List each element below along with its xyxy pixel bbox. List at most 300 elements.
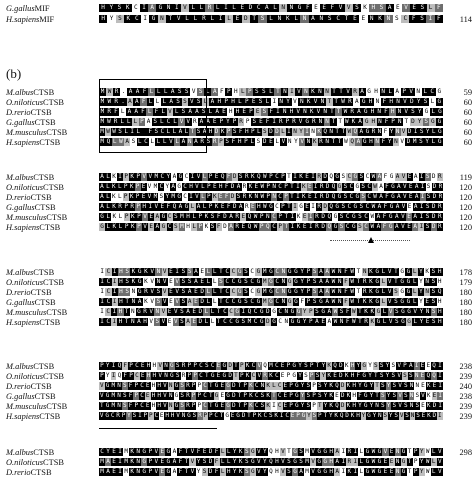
residue: S [236, 193, 241, 200]
residue: G [355, 183, 360, 190]
residue: V [162, 298, 167, 305]
residue-count: 119 [459, 173, 472, 182]
residue: F [382, 98, 387, 105]
residue: T [394, 278, 398, 285]
residue: F [238, 128, 243, 135]
residue: F [178, 468, 183, 475]
residue: C [154, 412, 159, 419]
residue: V [345, 4, 353, 12]
residue: V [297, 88, 301, 95]
residue: K [302, 183, 306, 190]
residue: D [246, 4, 254, 12]
residue: H [99, 4, 107, 12]
residue-count: 120 [459, 183, 472, 192]
residue: S [377, 4, 385, 12]
residue: S [202, 468, 207, 475]
residue: S [175, 372, 180, 379]
residue: A [178, 128, 183, 135]
residue: E [394, 4, 402, 12]
residue: Q [426, 372, 431, 379]
residue: N [131, 298, 136, 305]
residue: F [344, 298, 348, 305]
residue: W [107, 118, 111, 125]
residue: E [283, 402, 288, 409]
residue: K [238, 458, 243, 465]
residue: P [136, 173, 141, 180]
residue: L [166, 128, 171, 135]
residue: P [284, 183, 288, 190]
residue: L [225, 15, 233, 23]
residue: Y [419, 308, 424, 315]
residue: E [425, 298, 429, 305]
residue: E [194, 288, 198, 295]
residue: V [402, 183, 407, 190]
residue: . [121, 88, 126, 95]
residue: E [167, 308, 172, 315]
residue: G [355, 193, 360, 200]
residue: P [312, 392, 316, 399]
residue: F [226, 203, 231, 210]
residue: V [257, 362, 262, 369]
residue: D [339, 372, 343, 379]
residue: H [208, 128, 213, 135]
residue: M [262, 268, 267, 275]
residue: D [228, 362, 232, 369]
residue: S [425, 223, 430, 230]
residue: G [294, 268, 298, 275]
residue: S [205, 362, 209, 369]
residue: C [275, 173, 279, 180]
residue: L [265, 98, 270, 105]
residue: C [274, 372, 279, 379]
residue: P [137, 223, 141, 230]
residue: H [237, 138, 242, 145]
residue: R [181, 372, 186, 379]
residue: G [174, 392, 179, 399]
residue: I [419, 203, 424, 210]
residue: . [121, 98, 125, 105]
residue: G [295, 392, 299, 399]
residue: E [169, 298, 173, 305]
residue: K [238, 448, 243, 455]
residue: E [351, 15, 359, 23]
residue: S [361, 183, 366, 190]
residue: V [190, 468, 195, 475]
residue: E [320, 4, 328, 12]
residue: E [220, 382, 225, 389]
residue: E [283, 382, 288, 389]
residue: K [370, 308, 375, 315]
residue: M [262, 298, 267, 305]
residue: L [412, 278, 417, 285]
residue: G [317, 448, 321, 455]
residue: A [172, 468, 177, 475]
residue: P [312, 402, 316, 409]
residue: L [184, 128, 189, 135]
residue: H [275, 458, 279, 465]
residue: G [100, 223, 104, 230]
residue: H [389, 98, 393, 105]
residue: S [238, 173, 243, 180]
residue: F [148, 128, 153, 135]
residue: P [252, 412, 257, 419]
species-label: M.musculusCTSB [6, 213, 68, 222]
residue: L [202, 203, 207, 210]
residue: T [166, 15, 174, 23]
residue: N [377, 128, 382, 135]
residue: N [282, 108, 287, 115]
residue: W [352, 318, 356, 325]
residue: S [411, 108, 415, 115]
residue: L [226, 458, 231, 465]
residue: W [331, 288, 336, 295]
residue: E [280, 372, 285, 379]
residue: C [203, 382, 207, 389]
residue: G [317, 468, 321, 475]
residue: N [397, 108, 402, 115]
residue: L [431, 108, 435, 115]
residue: W [371, 203, 376, 210]
residue: V [281, 138, 286, 145]
residue: V [257, 468, 261, 475]
residue-count: 120 [459, 203, 472, 212]
residue: A [395, 203, 400, 210]
residue: S [419, 128, 424, 135]
residue: G [237, 288, 242, 295]
residue: S [155, 318, 160, 325]
residue: S [116, 15, 124, 23]
residue: P [198, 223, 203, 230]
residue: G [250, 458, 255, 465]
residue: F [384, 108, 388, 115]
residue: A [319, 278, 323, 285]
residue: L [190, 203, 195, 210]
residue: K [376, 15, 384, 23]
residue: C [100, 448, 104, 455]
residue: Y [419, 468, 424, 475]
residue: C [285, 412, 289, 419]
residue: V [163, 392, 167, 399]
residue: N [318, 88, 322, 95]
residue: R [212, 138, 217, 145]
residue: G [319, 298, 323, 305]
residue: N [377, 108, 381, 115]
residue: M [171, 193, 176, 200]
residue: R [116, 412, 120, 419]
residue: S [312, 298, 317, 305]
residue: E [230, 412, 235, 419]
residue: K [204, 213, 209, 220]
residue: V [402, 4, 410, 12]
residue: K [361, 4, 369, 12]
residue: S [317, 392, 322, 399]
residue: L [269, 88, 273, 95]
residue: S [256, 138, 261, 145]
residue: S [156, 298, 161, 305]
residue: P [239, 372, 244, 379]
residue: A [100, 193, 104, 200]
residue: F [128, 392, 133, 399]
residue: A [357, 108, 361, 115]
residue: A [194, 268, 198, 275]
residue: E [220, 402, 225, 409]
residue: L [173, 118, 177, 125]
residue: G [323, 448, 327, 455]
residue: K [130, 173, 134, 180]
residue: P [129, 362, 133, 369]
residue: F [231, 138, 236, 145]
residue: D [431, 203, 436, 210]
residue: I [100, 278, 104, 285]
residue: H [143, 318, 147, 325]
residue: K [296, 213, 301, 220]
residue: T [356, 278, 361, 285]
residue: D [325, 183, 330, 190]
residue: S [244, 278, 248, 285]
residue: L [431, 138, 436, 145]
residue: P [286, 362, 291, 369]
residue: T [337, 138, 342, 145]
residue: S [196, 98, 201, 105]
residue: L [208, 15, 216, 23]
residue: S [379, 362, 384, 369]
residue: C [166, 118, 171, 125]
residue: W [106, 128, 110, 135]
residue: Y [369, 402, 374, 409]
residue: N [272, 193, 276, 200]
residue: H [369, 138, 373, 145]
residue: W [350, 278, 354, 285]
residue: I [438, 392, 442, 399]
residue: Q [327, 223, 332, 230]
residue: Y [165, 193, 170, 200]
residue: G [352, 223, 356, 230]
residue: N [168, 402, 173, 409]
residue: V [163, 382, 167, 389]
species-label: M.albusCTSB [6, 268, 55, 277]
residue: C [231, 268, 236, 275]
residue: R [348, 98, 352, 105]
residue: Y [105, 372, 110, 379]
residue: G [362, 372, 366, 379]
residue: E [159, 412, 164, 419]
residue: K [124, 15, 132, 23]
residue: M [111, 392, 116, 399]
residue: P [243, 392, 248, 399]
residue: P [140, 118, 144, 125]
residue: N [378, 118, 382, 125]
residue: G [293, 448, 297, 455]
sequence-row [99, 278, 443, 286]
residue: S [339, 308, 344, 315]
residue: V [421, 392, 425, 399]
residue: L [163, 88, 168, 95]
residue: I [311, 173, 315, 180]
residue: K [311, 88, 315, 95]
residue: H [437, 268, 442, 275]
residue: H [368, 98, 373, 105]
residue: E [312, 4, 320, 12]
residue: G [296, 318, 301, 325]
residue: V [195, 193, 199, 200]
residue: L [220, 468, 225, 475]
residue: Y [196, 468, 201, 475]
residue: A [229, 213, 233, 220]
residue: P [207, 193, 211, 200]
residue: E [280, 362, 285, 369]
residue: N [368, 15, 376, 23]
residue: N [409, 402, 414, 409]
residue: S [431, 298, 436, 305]
residue: V [336, 4, 344, 12]
residue: I [313, 193, 318, 200]
residue: F [123, 362, 128, 369]
residue: C [167, 223, 172, 230]
residue: S [392, 392, 397, 399]
residue: V [148, 173, 153, 180]
residue: D [232, 173, 237, 180]
residue: K [249, 392, 253, 399]
residue: P [134, 382, 139, 389]
residue: I [100, 268, 104, 275]
residue: V [398, 382, 402, 389]
residue: Y [361, 412, 366, 419]
residue: V [154, 448, 159, 455]
residue: Y [107, 15, 115, 23]
residue: G [391, 193, 395, 200]
residue: S [403, 392, 408, 399]
residue: G [294, 278, 298, 285]
residue: T [216, 308, 221, 315]
residue: F [344, 268, 348, 275]
residue: E [389, 448, 394, 455]
residue: Y [321, 372, 326, 379]
residue: T [287, 203, 291, 210]
residue: V [150, 268, 154, 275]
residue: N [306, 138, 311, 145]
residue: S [431, 268, 436, 275]
residue: L [230, 4, 238, 12]
residue: A [137, 298, 142, 305]
residue: W [341, 98, 345, 105]
residue: S [306, 402, 311, 409]
residue: Y [385, 362, 390, 369]
residue: N [410, 412, 415, 419]
residue: T [284, 213, 289, 220]
residue: A [148, 4, 156, 12]
residue: G [295, 402, 299, 409]
residue: P [134, 392, 139, 399]
residue: A [358, 118, 362, 125]
residue: K [317, 128, 321, 135]
residue: A [355, 98, 359, 105]
residue: H [289, 108, 294, 115]
residue: L [382, 308, 387, 315]
residue: S [306, 392, 311, 399]
residue: V [404, 108, 408, 115]
residue: C [140, 382, 144, 389]
residue: K [309, 108, 314, 115]
residue: G [174, 382, 179, 389]
residue: Y [300, 382, 305, 389]
residue: H [437, 318, 442, 325]
residue: G [292, 362, 297, 369]
residue: Y [127, 412, 131, 419]
residue: I [241, 308, 246, 315]
species-label: G.gallusCTSB [6, 203, 56, 212]
residue: I [272, 98, 277, 105]
residue: T [356, 298, 361, 305]
residue: N [158, 15, 166, 23]
residue: S [175, 362, 180, 369]
residue: E [167, 318, 172, 325]
residue: S [403, 372, 407, 379]
residue: G [166, 468, 171, 475]
residue: G [178, 173, 183, 180]
residue: A [134, 108, 138, 115]
residue: P [123, 183, 128, 190]
residue: V [409, 88, 413, 95]
residue: N [156, 268, 161, 275]
sequence-row [99, 288, 443, 296]
residue: C [250, 278, 254, 285]
residue: D [340, 402, 345, 409]
residue: K [329, 392, 334, 399]
residue: Y [300, 268, 304, 275]
residue: N [337, 268, 342, 275]
residue: P [306, 288, 311, 295]
residue: G [142, 458, 147, 465]
residue: K [329, 382, 334, 389]
residue: L [136, 128, 141, 135]
residue: F [166, 203, 171, 210]
residue: C [183, 193, 187, 200]
residue: S [258, 15, 266, 23]
residue: P [402, 88, 406, 95]
residue: L [210, 318, 215, 325]
residue: F [141, 98, 146, 105]
residue: L [388, 88, 392, 95]
residue: G [437, 98, 442, 105]
residue: M [269, 362, 273, 369]
residue: S [181, 288, 186, 295]
residue: S [132, 412, 137, 419]
residue: H [170, 412, 175, 419]
residue: P [136, 203, 141, 210]
residue: W [350, 298, 354, 305]
residue: S [426, 193, 431, 200]
residue: P [219, 118, 224, 125]
residue: L [210, 308, 215, 315]
residue: L [431, 128, 436, 135]
residue: G [174, 402, 179, 409]
residue: E [242, 108, 246, 115]
residue: S [180, 402, 184, 409]
residue: I [111, 362, 116, 369]
residue: F [304, 4, 312, 12]
residue: E [305, 173, 309, 180]
residue: N [266, 213, 270, 220]
residue: S [176, 98, 180, 105]
residue: N [284, 318, 289, 325]
residue: G [333, 213, 338, 220]
residue: A [146, 118, 151, 125]
residue: S [418, 4, 426, 12]
residue: S [424, 118, 428, 125]
residue: L [175, 138, 179, 145]
residue: G [294, 298, 298, 305]
residue: M [153, 183, 158, 190]
